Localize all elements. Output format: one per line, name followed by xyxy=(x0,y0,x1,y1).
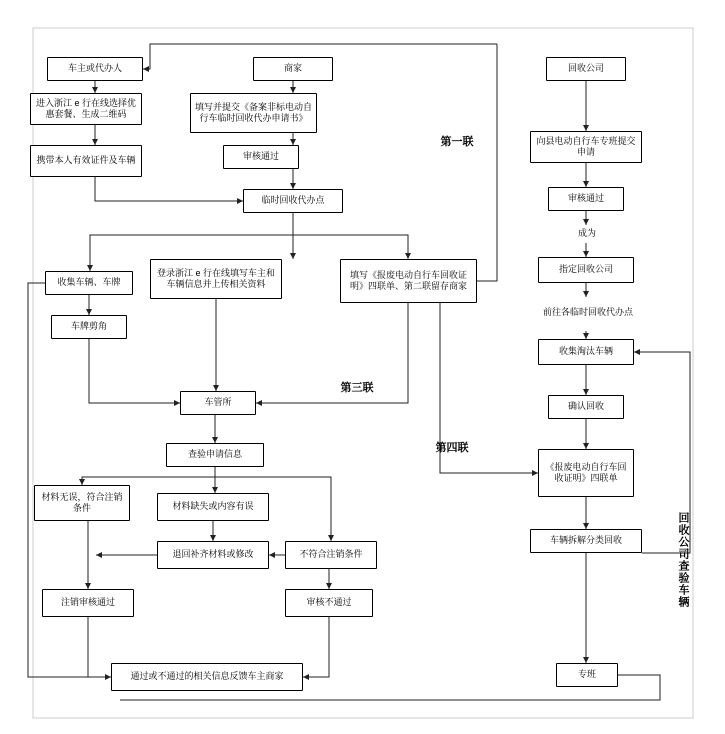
node-vehicle-dismantling-classified-recycling[interactable]: 车辆拆解分类回收 xyxy=(530,529,642,553)
node-review-passed-company[interactable]: 审核通过 xyxy=(548,187,624,211)
node-recycling-company[interactable]: 回收公司 xyxy=(546,57,626,81)
node-feedback-to-owner-and-merchant[interactable]: 通过或不通过的相关信息反馈车主商家 xyxy=(111,663,303,691)
text-become: 成为 xyxy=(577,228,596,239)
node-cut-plate-corner[interactable]: 车牌剪角 xyxy=(51,315,127,339)
label-company-inspects-vehicle: 回收公司查验车辆 xyxy=(677,512,689,608)
node-confirm-recycling[interactable]: 确认回收 xyxy=(548,395,624,419)
node-temporary-recycling-agent-point[interactable]: 临时回收代办点 xyxy=(243,189,343,213)
node-special-team[interactable]: 专班 xyxy=(556,663,618,687)
node-fill-and-submit-application[interactable]: 填写并提交《备案非标电动自行车临时回收代办申请书》 xyxy=(190,93,317,133)
node-scrap-certificate-four-copies[interactable]: 《报废电动自行车回收证明》四联单 xyxy=(538,449,634,497)
node-login-fill-owner-vehicle-info[interactable]: 登录浙江 e 行在线填写车主和车辆信息并上传相关资料 xyxy=(150,259,282,299)
node-review-not-passed[interactable]: 审核不通过 xyxy=(285,589,373,617)
node-return-for-completion-or-revision[interactable]: 退回补齐材料或修改 xyxy=(157,541,269,569)
label-copy-three: 第三联 xyxy=(340,382,374,394)
text-go-to-temporary-agent-points: 前往各临时回收代办点 xyxy=(542,307,633,318)
node-materials-correct-meets-conditions[interactable]: 材料无误，符合注销条件 xyxy=(34,485,130,521)
node-bring-valid-id-and-vehicle[interactable]: 携带本人有效证件及车辆 xyxy=(30,145,142,177)
label-copy-four: 第四联 xyxy=(435,442,469,454)
node-vehicle-administration-office[interactable]: 车管所 xyxy=(180,391,256,415)
node-cancellation-review-passed[interactable]: 注销审核通过 xyxy=(42,589,134,617)
label-copy-one: 第一联 xyxy=(440,136,474,148)
node-collect-vehicle-and-plate[interactable]: 收集车辆、车牌 xyxy=(45,271,133,295)
node-fill-scrap-certificate-four-copies[interactable]: 填写《报废电动自行车回收证明》四联单、第二联留存商家 xyxy=(340,259,477,303)
node-enter-zhejiang-exing-select-package[interactable]: 进入浙江 e 行在线选择优惠套餐、生成二维码 xyxy=(30,93,142,125)
node-materials-missing-or-wrong[interactable]: 材料缺失或内容有误 xyxy=(157,493,269,521)
node-vehicle-owner-or-agent[interactable]: 车主或代办人 xyxy=(47,57,143,81)
node-collect-obsolete-vehicles[interactable]: 收集淘汰车辆 xyxy=(538,339,634,365)
node-verify-application-info[interactable]: 查验申请信息 xyxy=(166,443,264,467)
node-submit-application-to-county-team[interactable]: 向县电动自行车专班提交申请 xyxy=(530,131,642,163)
node-merchant[interactable]: 商家 xyxy=(253,57,333,81)
node-designated-recycling-company[interactable]: 指定回收公司 xyxy=(538,257,634,283)
node-review-passed-merchant[interactable]: 审核通过 xyxy=(223,145,299,169)
node-not-meeting-cancellation-conditions[interactable]: 不符合注销条件 xyxy=(285,541,377,569)
